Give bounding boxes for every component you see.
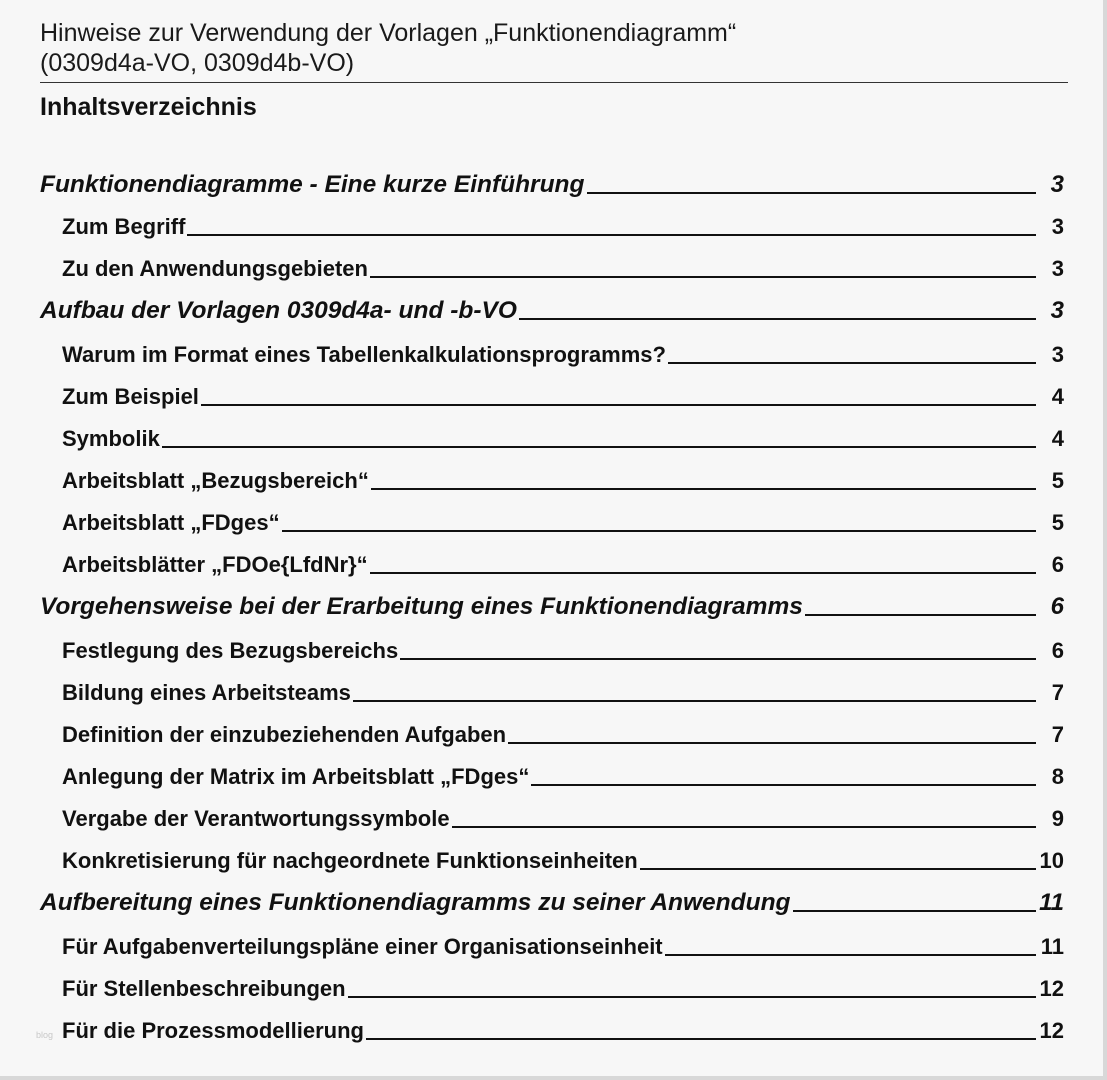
toc-leader-line (587, 192, 1037, 194)
toc-page-number: 11 (1040, 934, 1064, 959)
toc-leader-line (805, 614, 1036, 616)
toc-subsection-entry (62, 208, 1064, 240)
toc-leader-line (371, 488, 1036, 490)
toc-page-number: 4 (1051, 426, 1064, 451)
toc-subsection-entry (62, 800, 1064, 832)
toc-page-number: 10 (1039, 848, 1064, 873)
toc-page-number: 6 (1051, 638, 1064, 663)
toc-entry-title: Für die Prozessmodellierung (62, 1018, 364, 1043)
toc-page-number: 6 (1050, 593, 1064, 620)
toc-entry-title: Zum Beispiel (62, 384, 199, 409)
toc-page-number: 7 (1051, 680, 1064, 705)
toc-subsection-entry (62, 1012, 1064, 1044)
toc-page-number: 3 (1051, 342, 1064, 367)
toc-leader-line (370, 276, 1036, 278)
toc-subsection-entry (62, 462, 1064, 494)
toc-entry-title: Arbeitsblätter „FDOe{LfdNr}“ (62, 552, 368, 577)
toc-entry-title: Arbeitsblatt „FDges“ (62, 510, 280, 535)
toc-page-number: 12 (1039, 976, 1064, 1001)
toc-leader-line (668, 362, 1036, 364)
toc-entry-title: Bildung eines Arbeitsteams (62, 680, 351, 705)
toc-subsection-entry (62, 420, 1064, 452)
toc-subsection-entry (62, 674, 1064, 706)
toc-leader-line (400, 658, 1036, 660)
toc-page-number: 3 (1051, 214, 1064, 239)
toc-leader-line (162, 446, 1036, 448)
toc-entry-title: Zu den Anwendungsgebieten (62, 256, 368, 281)
toc-entry-title: Konkretisierung für nachgeordnete Funktionseinheiten (62, 848, 638, 873)
toc-leader-line (793, 910, 1036, 912)
toc-leader-line (348, 996, 1036, 998)
toc-subsection-entry (62, 632, 1064, 664)
toc-section-entry (40, 884, 1064, 916)
toc-entry-title: Funktionendiagramme - Eine kurze Einführung (40, 171, 585, 198)
toc-entry-title: Warum im Format eines Tabellenkalkulationsprogramms? (62, 342, 666, 367)
toc-section-entry (40, 292, 1064, 324)
toc-leader-line (452, 826, 1036, 828)
toc-subsection-entry (62, 716, 1064, 748)
toc-entry-title: Arbeitsblatt „Bezugsbereich“ (62, 468, 369, 493)
toc-page-number: 8 (1051, 764, 1064, 789)
toc-page-number: 5 (1051, 510, 1064, 535)
toc-entry-title: Aufbau der Vorlagen 0309d4a- und -b-VO (40, 297, 517, 324)
toc-page-number: 12 (1039, 1018, 1064, 1043)
toc-leader-line (519, 318, 1036, 320)
toc-entry-title: Für Stellenbeschreibungen (62, 976, 346, 1001)
toc-page-number: 3 (1050, 297, 1064, 324)
toc-entry-title: Symbolik (62, 426, 160, 451)
toc-entry-title: Vergabe der Verantwortungssymbole (62, 806, 450, 831)
toc-page-number: 4 (1051, 384, 1064, 409)
toc-leader-line (353, 700, 1036, 702)
toc-page-number: 9 (1051, 806, 1064, 831)
toc-heading: Inhaltsverzeichnis (40, 93, 257, 121)
toc-section-entry (40, 588, 1064, 620)
toc-section-entry (40, 166, 1064, 198)
toc-page-number: 7 (1051, 722, 1064, 747)
toc-entry-title: Festlegung des Bezugsbereichs (62, 638, 399, 663)
toc-subsection-entry (62, 546, 1064, 578)
toc-leader-line (366, 1038, 1036, 1040)
toc-subsection-entry (62, 758, 1064, 790)
header-subtitle-line: (0309d4a-VO, 0309d4b-VO) (40, 49, 355, 77)
toc-leader-line (665, 954, 1036, 956)
toc-entry-title: Anlegung der Matrix im Arbeitsblatt „FDges“ (62, 764, 530, 789)
toc-subsection-entry (62, 842, 1064, 874)
toc-leader-line (640, 868, 1036, 870)
toc-entry-title: Aufbereitung eines Funktionendiagramms zu seiner Anwendung (40, 889, 791, 916)
header-title-line: Hinweise zur Verwendung der Vorlagen „Funktionendiagramm“ (40, 19, 737, 47)
toc-leader-line (201, 404, 1036, 406)
toc-leader-line (187, 234, 1036, 236)
toc-subsection-entry (62, 970, 1064, 1002)
toc-page-number: 3 (1051, 256, 1064, 281)
toc-page-number: 6 (1051, 552, 1064, 577)
toc-leader-line (282, 530, 1036, 532)
toc-subsection-entry (62, 928, 1064, 960)
toc-leader-line (531, 784, 1036, 786)
toc-subsection-entry (62, 250, 1064, 282)
toc-entry-title: Zum Begriff (62, 214, 186, 239)
toc-subsection-entry (62, 336, 1064, 368)
toc-page-number: 5 (1051, 468, 1064, 493)
toc-leader-line (508, 742, 1036, 744)
toc-entry-title: Definition der einzubeziehenden Aufgaben (62, 722, 507, 747)
toc-subsection-entry (62, 504, 1064, 536)
toc-entry-title: Für Aufgabenverteilungspläne einer Organisationseinheit (62, 934, 663, 959)
toc-subsection-entry (62, 378, 1064, 410)
toc-leader-line (370, 572, 1036, 574)
watermark: blog (36, 1030, 54, 1040)
toc-entry-title: Vorgehensweise bei der Erarbeitung eines Funktionendiagramms (40, 593, 803, 620)
toc-page-number: 3 (1050, 171, 1064, 198)
toc-page-number: 11 (1039, 889, 1064, 916)
